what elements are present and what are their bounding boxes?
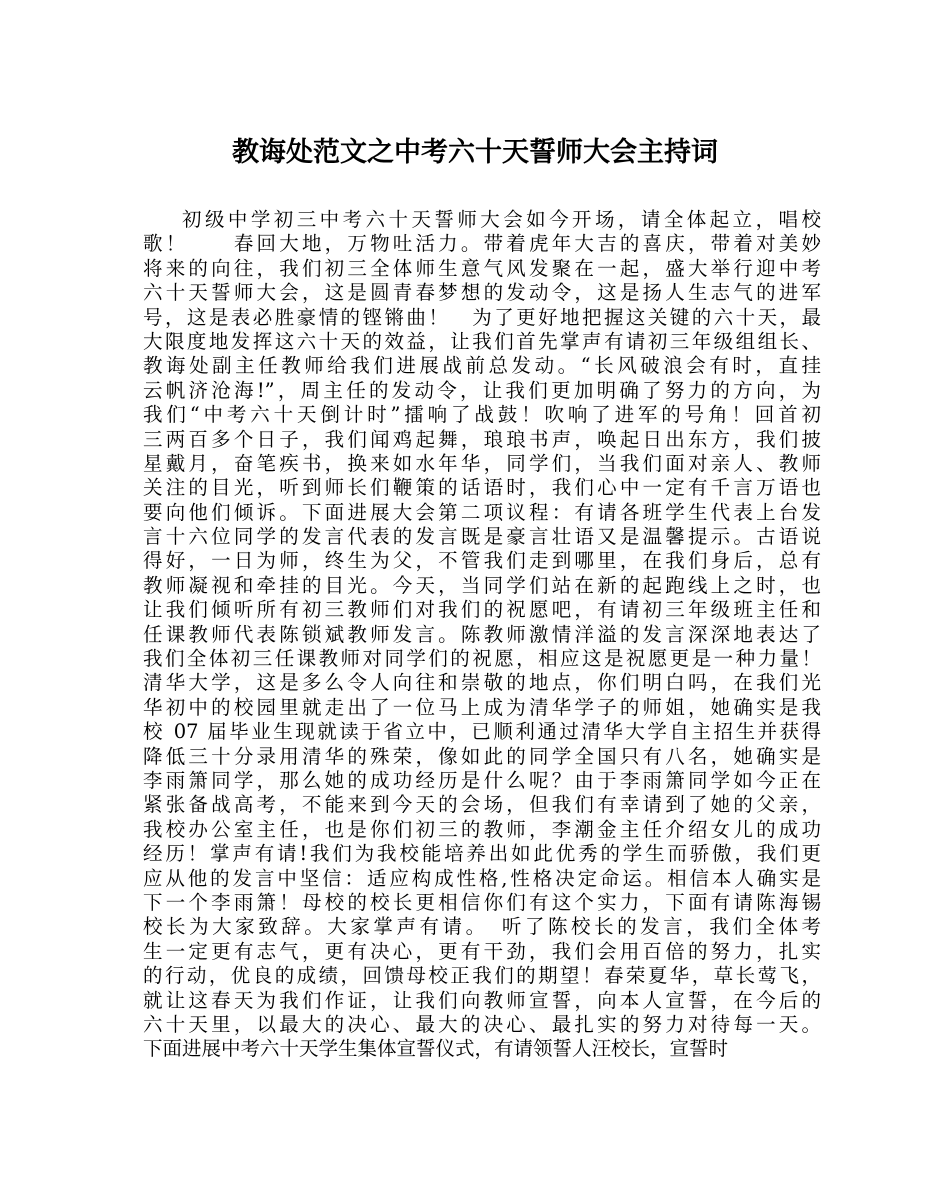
body-line: 歌！ 春回大地，万物吐活力。带着虎年大吉的喜庆，带着对美妙 xyxy=(143,232,821,256)
body-line: 大限度地发挥这六十天的效益，让我们首先掌声有请初三年级组组长、 xyxy=(143,329,821,353)
body-line: 的行动，优良的成绩，回馈母校正我们的期望！春荣夏华，草长莺飞， xyxy=(143,964,821,988)
body-line: 校 07 届毕业生现就读于省立中，已顺利通过清华大学自主招生并获得 xyxy=(143,720,821,744)
body-line: 初级中学初三中考六十天誓师大会如今开场，请全体起立，唱校 xyxy=(182,208,821,231)
body-line: 就让这春天为我们作证，让我们向教师宣誓，向本人宣誓，在今后的 xyxy=(143,988,821,1012)
body-line: 紧张备战高考，不能来到今天的会场，但我们有幸请到了她的父亲， xyxy=(143,793,821,817)
body-line: 我校办公室主任，也是你们初三的教师，李潮金主任介绍女儿的成功 xyxy=(143,817,821,841)
body-line: 我们“中考六十天倒计时”擂响了战鼓！吹响了进军的号角！回首初 xyxy=(143,403,821,427)
body-line: 三两百多个日子，我们闻鸡起舞，琅琅书声，唤起日出东方，我们披 xyxy=(143,427,821,451)
body-line: 李雨箫同学，那么她的成功经历是什么呢？由于李雨箫同学如今正在 xyxy=(143,768,821,792)
body-line: 降低三十分录用清华的殊荣，像如此的同学全国只有八名，她确实是 xyxy=(143,744,821,768)
body-line: 我们全体初三任课教师对同学们的祝愿，相应这是祝愿更是一种力量！ xyxy=(143,647,821,671)
body-line: 下一个李雨箫！母校的校长更相信你们有这个实力，下面有请陈海锡 xyxy=(143,890,821,914)
body-line: 云帆济沧海!”，周主任的发动令，让我们更加明确了努力的方向，为 xyxy=(143,378,821,402)
body-line: 六十天誓师大会，这是圆青春梦想的发动令，这是扬人生志气的进军 xyxy=(143,281,821,305)
body-line: 让我们倾听所有初三教师们对我们的祝愿吧，有请初三年级班主任和 xyxy=(143,598,821,622)
body-line: 得好，一日为师，终生为父，不管我们走到哪里，在我们身后，总有 xyxy=(143,549,821,573)
body-line: 六十天里，以最大的决心、最大的决心、最扎实的努力对待每一天。 xyxy=(143,1012,821,1036)
body-line: 教诲处副主任教师给我们进展战前总发动。“长风破浪会有时，直挂 xyxy=(143,354,821,378)
body-line: 华初中的校园里就走出了一位马上成为清华学子的师姐，她确实是我 xyxy=(143,695,821,719)
body-line: 将来的向往，我们初三全体师生意气风发聚在一起，盛大举行迎中考 xyxy=(143,256,821,280)
document-body xyxy=(143,208,821,1062)
body-line: 要向他们倾诉。下面进展大会第二项议程：有请各班学生代表上台发 xyxy=(143,500,821,524)
body-line: 下面进展中考六十天学生集体宣誓仪式，有请领誓人汪校长，宣誓时 xyxy=(143,1037,729,1061)
body-line: 经历！掌声有请!我们为我校能培养出如此优秀的学生而骄傲，我们更 xyxy=(143,842,821,866)
body-line: 号，这是表必胜豪情的铿锵曲！ 为了更好地把握这关键的六十天，最 xyxy=(143,305,821,329)
body-line: 生一定更有志气，更有决心，更有干劲，我们会用百倍的努力，扎实 xyxy=(143,939,821,963)
body-line: 应从他的发言中坚信：适应构成性格,性格决定命运。相信本人确实是 xyxy=(143,866,821,890)
body-line: 清华大学，这是多么令人向往和崇敬的地点，你们明白吗，在我们光 xyxy=(143,671,821,695)
body-line: 关注的目光，听到师长们鞭策的话语时，我们心中一定有千言万语也 xyxy=(143,476,821,500)
body-line: 校长为大家致辞。大家掌声有请。 听了陈校长的发言，我们全体考 xyxy=(143,915,821,939)
body-line: 言十六位同学的发言代表的发言既是豪言壮语又是温馨提示。古语说 xyxy=(143,525,821,549)
body-line: 星戴月，奋笔疾书，换来如水年华，同学们，当我们面对亲人、教师 xyxy=(143,451,821,475)
body-line: 教师凝视和牵挂的目光。今天，当同学们站在新的起跑线上之时，也 xyxy=(143,573,821,597)
body-line: 任课教师代表陈锁斌教师发言。陈教师激情洋溢的发言深深地表达了 xyxy=(143,622,821,646)
document-title: 教诲处范文之中考六十天誓师大会主持词 xyxy=(232,137,718,168)
